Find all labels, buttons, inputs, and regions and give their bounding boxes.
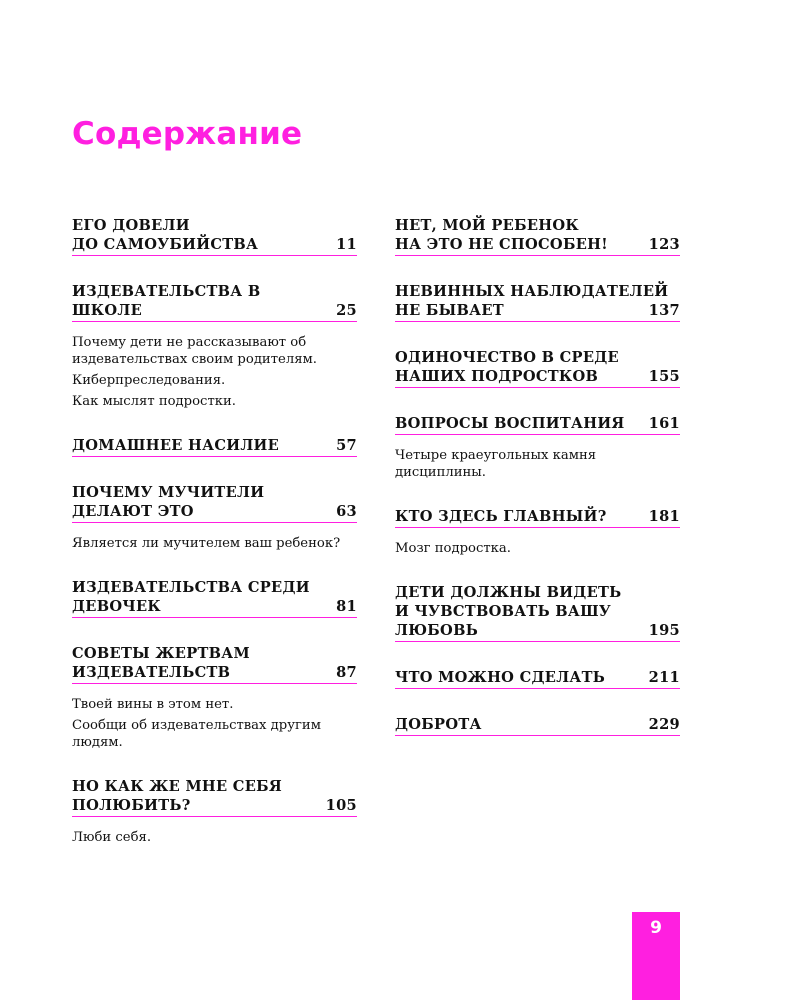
toc-entry[interactable] <box>395 507 680 557</box>
toc-heading[interactable] <box>395 715 680 736</box>
page-number-tab <box>632 912 680 1000</box>
toc-heading[interactable] <box>72 578 357 618</box>
toc-entry[interactable] <box>395 715 680 736</box>
toc-heading-line: ДОМАШНЕЕ НАСИЛИЕ <box>72 437 280 454</box>
toc-left-column <box>72 216 357 872</box>
toc-heading-line: ЕГО ДОВЕЛИ <box>72 217 190 234</box>
page-title: Содержание <box>72 116 303 152</box>
toc-heading-row <box>72 282 357 320</box>
toc-heading-line: ПОЛЮБИТЬ? <box>72 797 191 814</box>
toc-heading-row <box>395 715 680 734</box>
toc-heading-row <box>395 668 680 687</box>
toc-heading-line: НА ЭТО НЕ СПОСОБЕН! <box>395 236 608 253</box>
page-number: 9 <box>650 918 662 938</box>
toc-heading-line: ДЕТИ ДОЛЖНЫ ВИДЕТЬ <box>395 584 622 601</box>
toc-heading-line: НАШИХ ПОДРОСТКОВ <box>395 368 599 385</box>
toc-heading[interactable] <box>395 414 680 435</box>
toc-page-number: 181 <box>648 508 680 525</box>
toc-page-number: 161 <box>648 415 680 432</box>
toc-page-number: 57 <box>336 437 357 454</box>
toc-heading-line: И ЧУВСТВОВАТЬ ВАШУ <box>395 603 612 620</box>
toc-page-number: 87 <box>336 664 357 681</box>
toc-heading[interactable] <box>72 777 357 817</box>
toc-heading-row <box>72 436 357 455</box>
toc-heading-row <box>72 502 357 521</box>
toc-subtopics <box>72 334 357 410</box>
toc-heading-line: НЕ БЫВАЕТ <box>395 302 504 319</box>
toc-heading-row <box>72 235 357 254</box>
toc-subtopic: Как мыслят подростки. <box>72 394 236 409</box>
toc-heading-line: ВОПРОСЫ ВОСПИТАНИЯ <box>395 415 625 432</box>
toc-heading-line: ДО САМОУБИЙСТВА <box>72 236 259 253</box>
toc-heading-line: ЛЮБОВЬ <box>395 622 479 639</box>
toc-heading-line: НЕВИННЫХ НАБЛЮДАТЕЛЕЙ <box>395 283 669 300</box>
toc-entry[interactable] <box>72 777 357 846</box>
toc-entry[interactable] <box>72 216 357 256</box>
toc-subtopic: Люби себя. <box>72 830 152 845</box>
toc-heading[interactable] <box>395 507 680 528</box>
toc-heading-line: ПОЧЕМУ МУЧИТЕЛИ <box>72 484 265 501</box>
toc-heading-line: ДЕЛАЮТ ЭТО <box>72 503 194 520</box>
toc-page-number: 229 <box>648 716 680 733</box>
toc-heading-line: ДОБРОТА <box>395 716 482 733</box>
toc-heading[interactable] <box>72 436 357 457</box>
toc-subtopic: Киберпреследования. <box>72 373 226 388</box>
toc-heading[interactable] <box>72 282 357 322</box>
toc-heading-row <box>395 621 680 640</box>
toc-heading-row <box>72 597 357 616</box>
toc-heading[interactable] <box>72 216 357 256</box>
toc-heading-line: ИЗДЕВАТЕЛЬСТВА СРЕДИ <box>72 579 310 596</box>
toc-heading-row <box>395 367 680 386</box>
toc-page-number: 123 <box>648 236 680 253</box>
toc-page-number: 211 <box>648 669 680 686</box>
toc-heading[interactable] <box>395 348 680 388</box>
toc-entry[interactable] <box>395 414 680 481</box>
toc-entry[interactable] <box>72 282 357 410</box>
toc-page-number: 155 <box>648 368 680 385</box>
toc-heading[interactable] <box>395 668 680 689</box>
toc-subtopic: Твоей вины в этом нет. <box>72 697 234 712</box>
toc-subtopics <box>72 535 357 552</box>
toc-heading-row <box>72 796 357 815</box>
toc-heading-line: НО КАК ЖЕ МНЕ СЕБЯ <box>72 778 283 795</box>
toc-subtopic: Сообщи об издевательствах другим людям. <box>72 718 321 750</box>
toc-subtopic: Мозг подростка. <box>395 541 511 556</box>
toc-heading[interactable] <box>395 216 680 256</box>
toc-heading-line: ИЗДЕВАТЕЛЬСТВ <box>72 664 231 681</box>
toc-heading-line: ДЕВОЧЕК <box>72 598 161 615</box>
toc-subtopics <box>72 696 357 751</box>
toc-page-number: 137 <box>648 302 680 319</box>
toc-entry[interactable] <box>395 282 680 322</box>
toc-heading-line: КТО ЗДЕСЬ ГЛАВНЫЙ? <box>395 508 607 525</box>
toc-page-number: 25 <box>336 302 357 319</box>
toc-subtopics <box>72 829 357 846</box>
toc-heading-row <box>395 507 680 526</box>
toc-heading[interactable] <box>72 483 357 523</box>
toc-subtopic: Является ли мучителем ваш ребенок? <box>72 536 341 551</box>
toc-heading-line: СОВЕТЫ ЖЕРТВАМ <box>72 645 250 662</box>
toc-heading-line: НЕТ, МОЙ РЕБЕНОК <box>395 217 579 234</box>
toc-right-column <box>395 216 680 762</box>
toc-heading-line: ЧТО МОЖНО СДЕЛАТЬ <box>395 669 606 686</box>
toc-entry[interactable] <box>72 578 357 618</box>
toc-heading-row <box>395 414 680 433</box>
toc-heading-row <box>395 301 680 320</box>
toc-page-number: 105 <box>325 797 357 814</box>
toc-heading[interactable] <box>395 583 680 642</box>
toc-heading-row <box>395 235 680 254</box>
toc-entry[interactable] <box>72 644 357 751</box>
toc-subtopic: Почему дети не рассказывают об издевательствах своим родителям. <box>72 335 317 367</box>
toc-entry[interactable] <box>395 668 680 689</box>
toc-subtopics <box>395 447 680 481</box>
toc-heading[interactable] <box>395 282 680 322</box>
toc-entry[interactable] <box>395 348 680 388</box>
toc-entry[interactable] <box>395 583 680 642</box>
toc-heading-line: ОДИНОЧЕСТВО В СРЕДЕ <box>395 349 619 366</box>
toc-page-number: 63 <box>336 503 357 520</box>
toc-entry[interactable] <box>72 436 357 457</box>
toc-heading[interactable] <box>72 644 357 684</box>
toc-heading-row <box>72 663 357 682</box>
toc-entry[interactable] <box>72 483 357 552</box>
toc-subtopic: Четыре краеугольных камня дисциплины. <box>395 448 597 480</box>
toc-page-number: 195 <box>648 622 680 639</box>
toc-page-number: 81 <box>336 598 357 615</box>
toc-entry[interactable] <box>395 216 680 256</box>
toc-heading-line: ИЗДЕВАТЕЛЬСТВА В ШКОЛЕ <box>72 283 261 319</box>
toc-subtopics <box>395 540 680 557</box>
toc-page-number: 11 <box>336 236 357 253</box>
